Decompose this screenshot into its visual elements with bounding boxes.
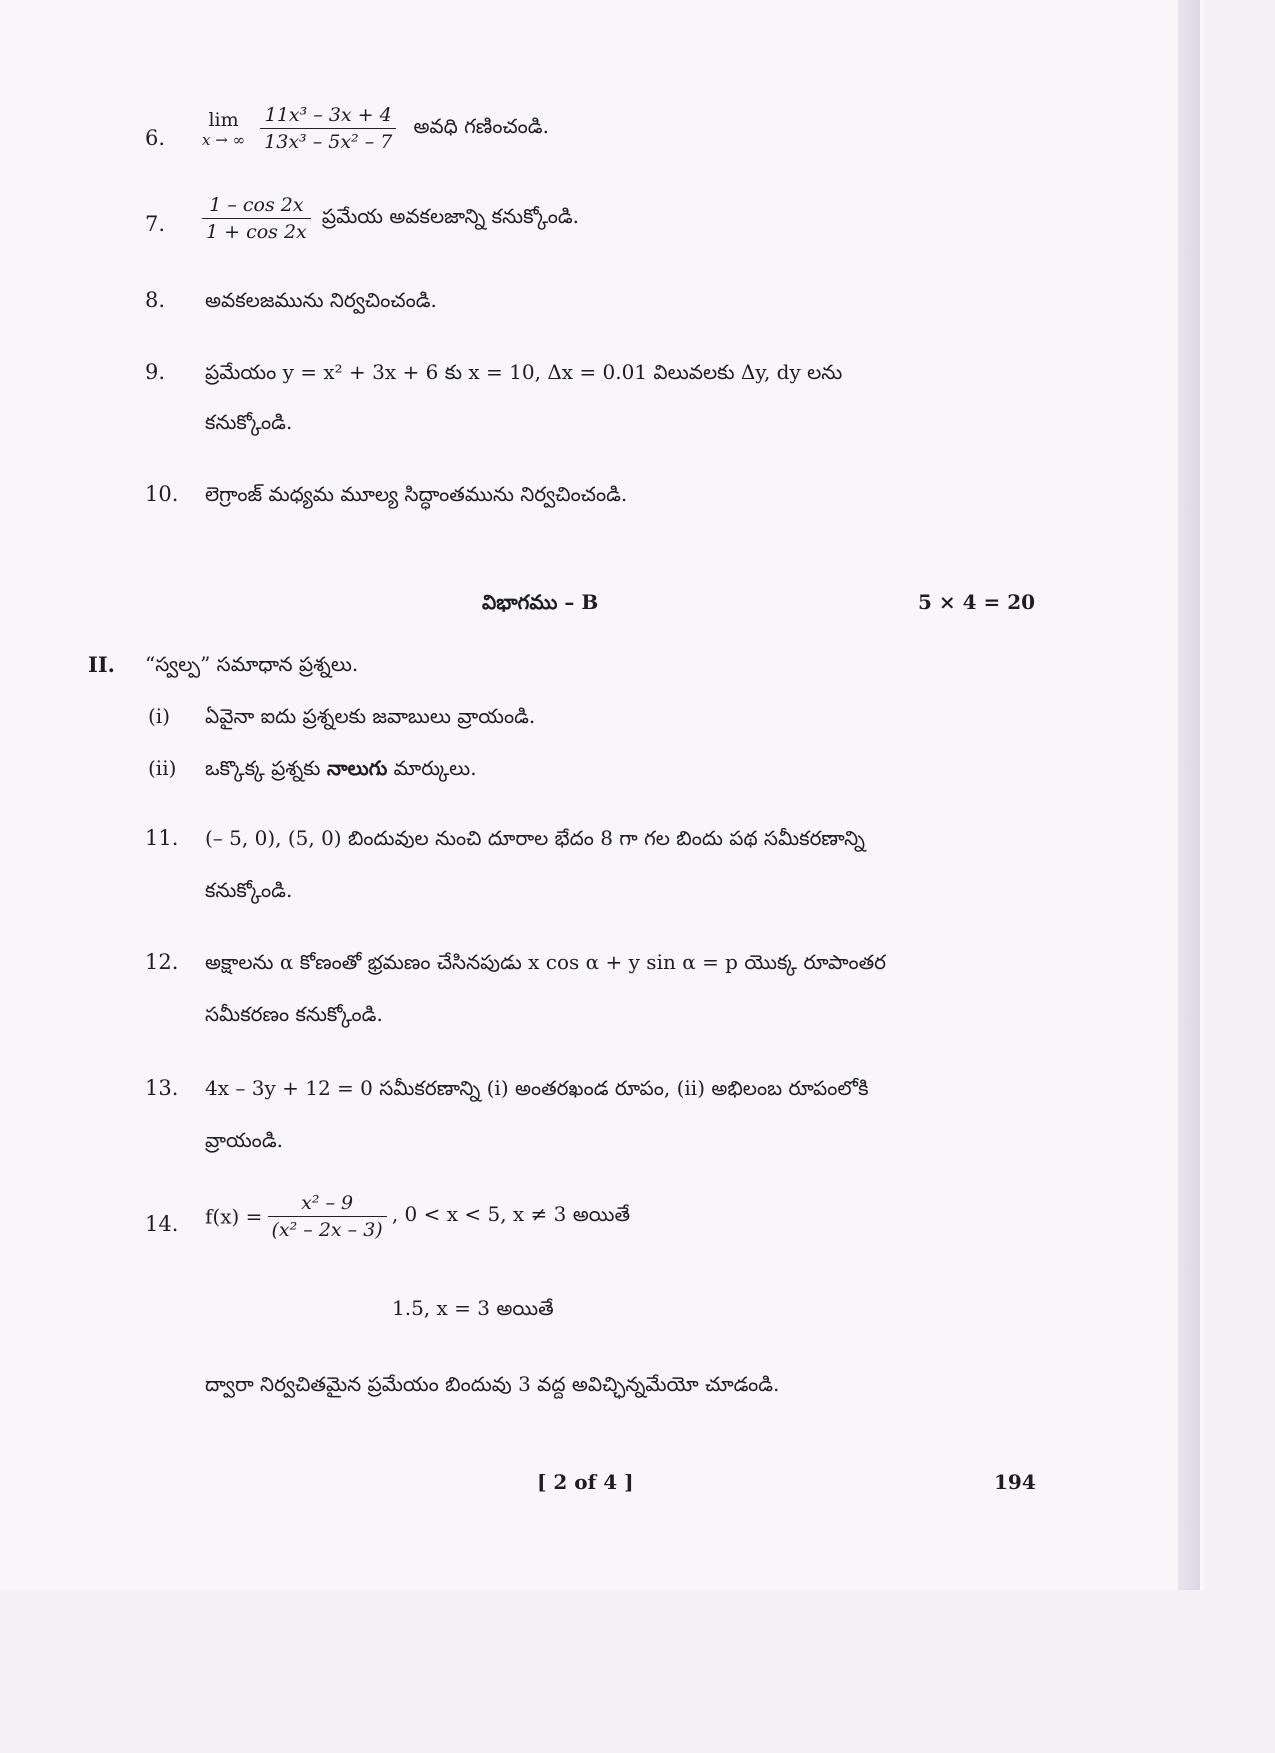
- question-7: [202, 194, 579, 243]
- question-14-line-3: ద్వారా నిర్వచితమైన ప్రమేయం బిందువు 3 వద్ద అవిచ్ఛిన్నమేయో చూడండి.: [205, 1372, 780, 1396]
- page-number: [ 2 of 4 ]: [537, 1470, 634, 1494]
- question-6-numerator: 11x³ – 3x + 4: [260, 104, 396, 129]
- question-14-line-2: 1.5, x = 3 అయితే: [392, 1296, 554, 1320]
- question-7-text: ప్రమేయ అవకలజాన్ని కనుక్కోండి.: [321, 204, 579, 228]
- section-title: విభాగము – B: [482, 590, 599, 614]
- paper-code: 194: [994, 1470, 1036, 1494]
- question-7-numerator: 1 – cos 2x: [202, 194, 311, 219]
- part-2-number: II.: [88, 652, 115, 677]
- page-edge-shadow: [1178, 0, 1200, 1590]
- instruction-ii-text-a: ఒక్కొక్క ప్రశ్నకు: [205, 756, 327, 780]
- limit-operator: [202, 109, 245, 149]
- limit-subscript: x → ∞: [202, 130, 246, 149]
- question-6-text: అవధి గణించండి.: [413, 114, 549, 138]
- instruction-i-text: ఏవైనా ఐదు ప్రశ్నలకు జవాబులు వ్రాయండి.: [205, 704, 536, 728]
- question-9-number: 9.: [145, 360, 166, 384]
- question-11-line-2: కనుక్కోండి.: [205, 878, 293, 902]
- question-13-number: 13.: [145, 1076, 179, 1100]
- question-6-denominator: 13x³ – 5x² – 7: [264, 131, 393, 153]
- section-marks: 5 × 4 = 20: [918, 590, 1036, 614]
- question-12-number: 12.: [145, 950, 179, 974]
- question-12-line-1: అక్షాలను α కోణంతో భ్రమణం చేసినపుడు x cos α + y sin α = p యొక్క రూపాంతర: [205, 950, 887, 974]
- instruction-ii-text: [205, 756, 477, 785]
- question-10-number: 10.: [145, 482, 179, 506]
- question-13-line-1: 4x – 3y + 12 = 0 సమీకరణాన్ని (i) అంతరఖండ రూపం, (ii) అభిలంబ రూపంలోకి: [205, 1076, 869, 1100]
- question-14-fraction: [268, 1192, 387, 1241]
- question-7-denominator: 1 + cos 2x: [206, 221, 307, 243]
- question-14-formula: [205, 1192, 630, 1241]
- question-7-number: 7.: [145, 212, 166, 236]
- question-8-text: అవకలజమును నిర్వచించండి.: [205, 288, 437, 312]
- question-7-fraction: [202, 194, 311, 243]
- part-2-heading: “స్వల్ప” సమాధాన ప్రశ్నలు.: [145, 652, 359, 676]
- question-14-suffix: , 0 < x < 5, x ≠ 3 అయితే: [391, 1202, 631, 1226]
- instruction-ii-label: (ii): [148, 756, 177, 780]
- question-14-numerator: x² – 9: [268, 1192, 387, 1217]
- question-8-number: 8.: [145, 288, 166, 312]
- limit-label: lim: [208, 108, 239, 131]
- question-14-denominator: (x² – 2x – 3): [271, 1219, 383, 1241]
- question-10-text: లెగ్రాంజ్ మధ్యమ మూల్య సిద్ధాంతమును నిర్వచించండి.: [205, 482, 628, 506]
- instruction-ii-text-c: మార్కులు.: [387, 756, 477, 780]
- instruction-i-label: (i): [148, 704, 171, 728]
- question-11-line-1: (– 5, 0), (5, 0) బిందువుల నుంచి దూరాల భేదం 8 గా గల బిందు పథ సమీకరణాన్ని: [205, 826, 865, 850]
- question-9-line-1: ప్రమేయం y = x² + 3x + 6 కు x = 10, Δx = 0.01 విలువలకు Δy, dy లను: [205, 360, 843, 384]
- question-6: [202, 104, 549, 153]
- question-14-number: 14.: [145, 1212, 179, 1236]
- question-6-fraction: [260, 104, 396, 153]
- question-13-line-2: వ్రాయండి.: [205, 1128, 283, 1152]
- question-6-number: 6.: [145, 126, 166, 150]
- question-9-line-2: కనుక్కోండి.: [205, 410, 293, 434]
- question-11-number: 11.: [145, 826, 179, 850]
- instruction-ii-emphasis: నాలుగు: [326, 756, 388, 780]
- question-14-prefix: f(x) =: [205, 1204, 263, 1229]
- question-12-line-2: సమీకరణం కనుక్కోండి.: [205, 1002, 383, 1026]
